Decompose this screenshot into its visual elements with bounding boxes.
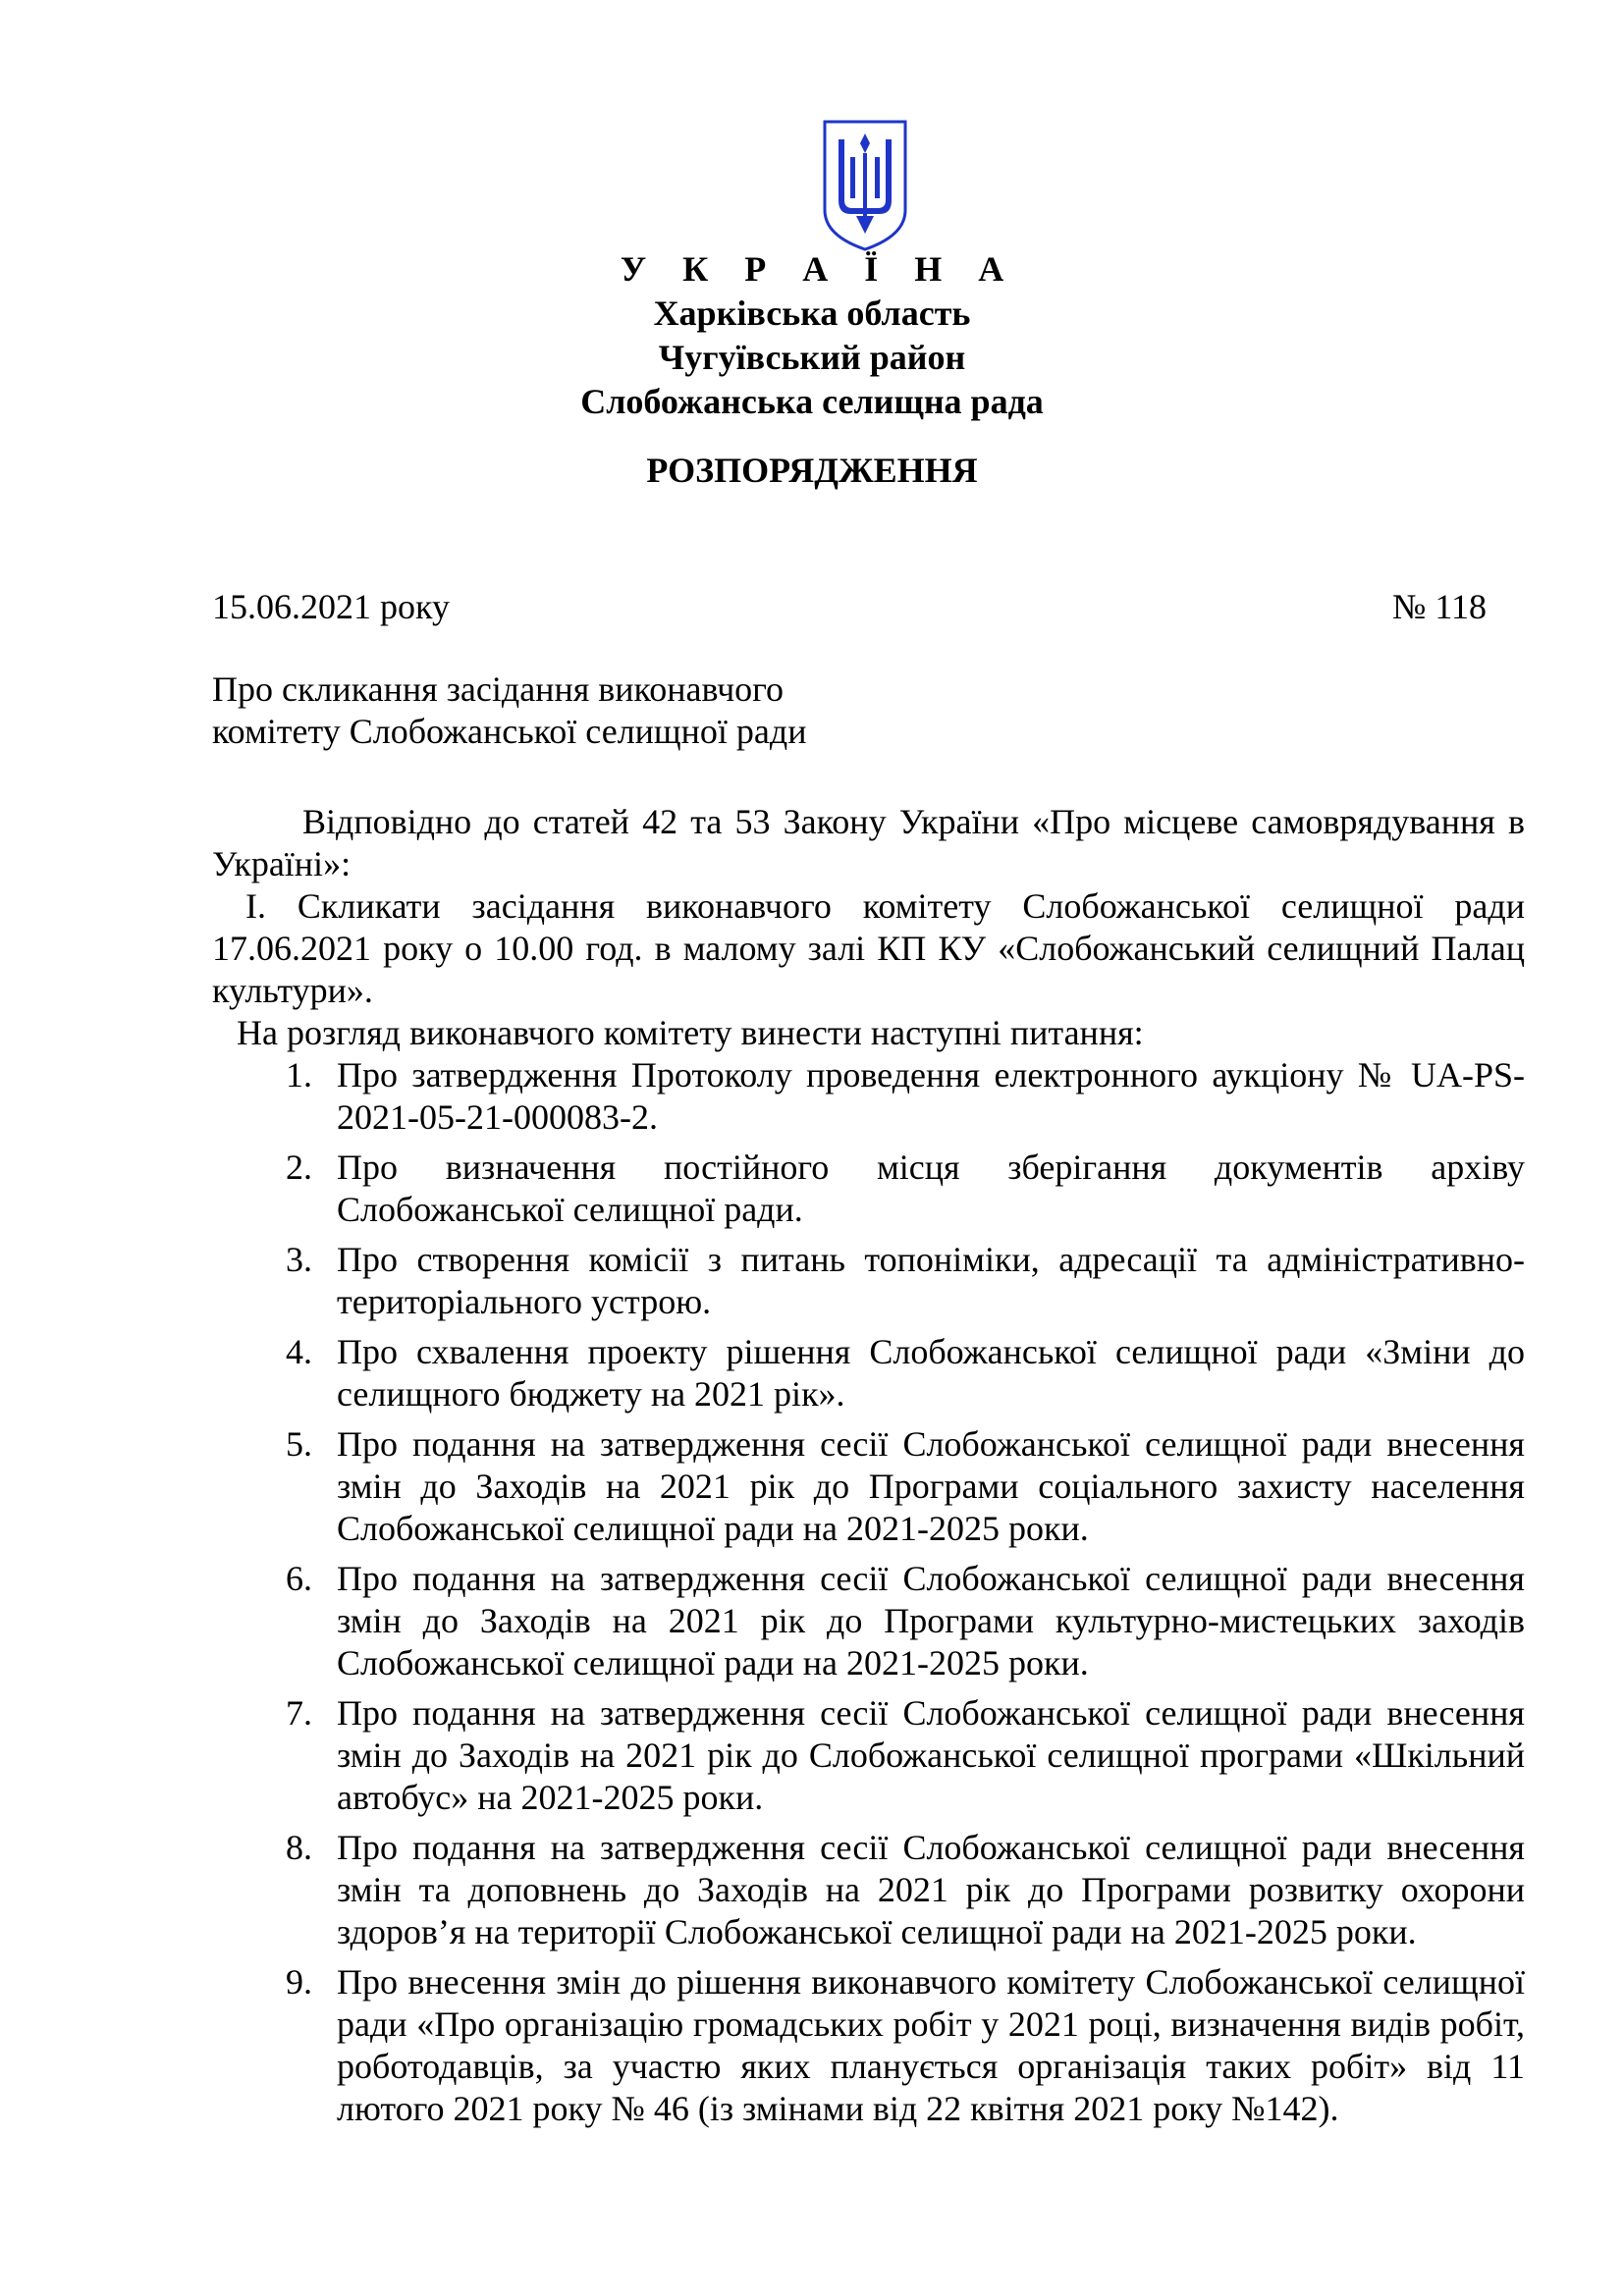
agenda-item <box>212 1147 1525 1231</box>
date-number-line <box>212 585 1487 628</box>
agenda-item-number: 2. <box>286 1148 312 1187</box>
agenda-item-text: Про внесення змін до рішення виконавчого комітету Слобожанської селищної ради «Про організацію громадських робіт у 2021 році, визначення видів робіт, роботодавців, за участю яких планується організація таких робіт» від 11 лютого 2021 року № 46 (із змінами від 22 квітня 2021 року №142). <box>337 1962 1525 2128</box>
agenda-item-text: Про схвалення проекту рішення Слобожанської селищної ради «Зміни до селищного бюджету на 2021 рік». <box>337 1332 1525 1414</box>
agenda-item-number: 6. <box>286 1559 312 1598</box>
agenda-item <box>212 1961 1525 2130</box>
agenda-item <box>212 1558 1525 1684</box>
agenda-item-text: Про визначення постійного місця зберігання документів архіву Слобожанської селищної ради. <box>337 1148 1525 1229</box>
document-body <box>212 801 1525 2138</box>
agenda-item-number: 9. <box>286 1962 312 2002</box>
council-name: Слобожанська селищна рада <box>580 382 1044 421</box>
agenda-item-text: Про подання на затвердження сесії Слобожанської селищної ради внесення змін до Заходів на 2021 рік до Програми соціального захисту населення Слобожанської селищної ради на 2021-2025 роки. <box>337 1424 1525 1548</box>
agenda-item-number: 8. <box>286 1828 312 1867</box>
agenda-item-number: 1. <box>286 1055 312 1095</box>
country-name: У К Р А Ї Н А <box>620 249 1018 289</box>
agenda-item-number: 5. <box>286 1424 312 1464</box>
region-name: Харківська область <box>653 294 971 333</box>
subject-line: Про скликання засідання виконавчого <box>212 669 785 709</box>
point-one-paragraph: І. Скликати засідання виконавчого комітету Слобожанської селищної ради 17.06.2021 року о 10.00 год. в малому залі КП КУ «Слобожанський селищний Палац культури». <box>212 886 1525 1010</box>
agenda-item <box>212 1239 1525 1323</box>
agenda-item-text: Про подання на затвердження сесії Слобожанської селищної ради внесення змін до Заходів на 2021 рік до Програми культурно-мистецьких заходів Слобожанської селищної ради на 2021-2025 роки. <box>337 1559 1525 1682</box>
agenda-intro: На розгляд виконавчого комітету винести наступні питання: <box>237 1013 1144 1052</box>
agenda-item-number: 7. <box>286 1693 312 1733</box>
document-subject <box>212 668 806 753</box>
agenda-item <box>212 1331 1525 1415</box>
agenda-item <box>212 1054 1525 1139</box>
agenda-list <box>212 1054 1525 2130</box>
document-header <box>0 247 1624 424</box>
agenda-item-number: 3. <box>286 1240 312 1279</box>
document-date: 15.06.2021 року <box>212 587 450 626</box>
subject-line: комітету Слобожанської селищної ради <box>212 712 807 751</box>
agenda-item-text: Про подання на затвердження сесії Слобожанської селищної ради внесення змін до Заходів на 2021 рік до Слобожанської селищної програми «Шкільний автобус» на 2021-2025 роки. <box>337 1693 1525 1817</box>
agenda-item <box>212 1827 1525 1953</box>
trident-emblem-icon <box>821 118 909 253</box>
agenda-item-number: 4. <box>286 1332 312 1371</box>
intro-paragraph: Відповідно до статей 42 та 53 Закону України «Про місцеве самоврядування в Україні»: <box>212 802 1525 883</box>
agenda-item <box>212 1423 1525 1550</box>
agenda-item-text: Про створення комісії з питань топоніміки, адресації та адміністративно-територіального устрою. <box>337 1240 1525 1321</box>
document-type-title: РОЗПОРЯДЖЕННЯ <box>646 451 978 490</box>
district-name: Чугуївський район <box>658 338 966 377</box>
document-number: № 118 <box>1391 587 1487 626</box>
agenda-item-text: Про подання на затвердження сесії Слобожанської селищної ради внесення змін та доповнень до Заходів на 2021 рік до Програми розвитку охорони здоров’я на території Слобожанської селищної ради на 2021-2025 роки. <box>337 1828 1525 1951</box>
agenda-item <box>212 1692 1525 1819</box>
agenda-item-text: Про затвердження Протоколу проведення електронного аукціону № UA-PS-2021-05-21-000083-2. <box>337 1055 1525 1137</box>
